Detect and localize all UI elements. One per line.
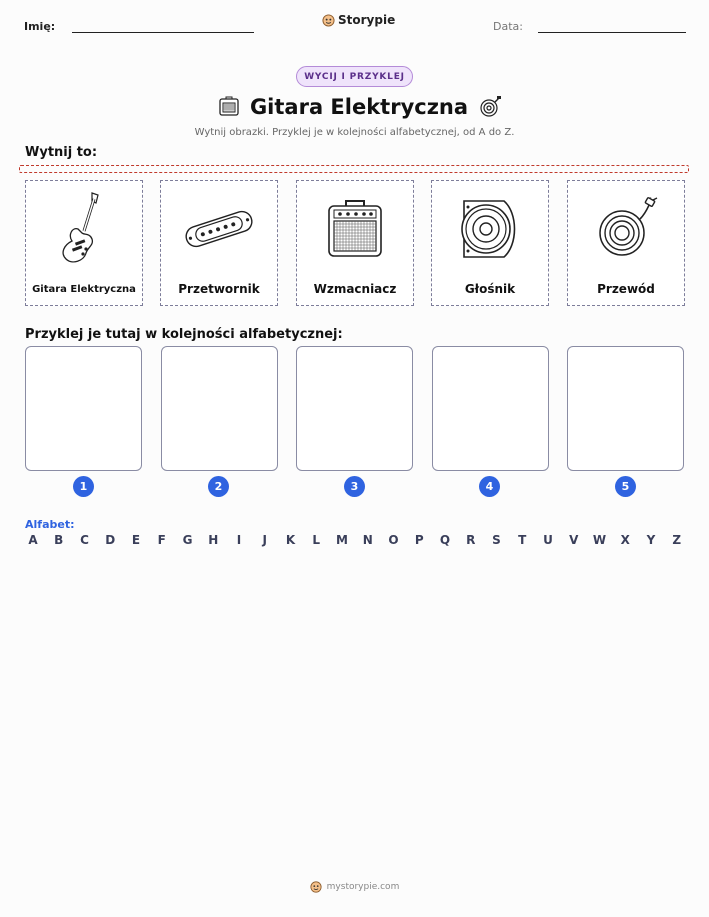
card-electric-guitar[interactable] <box>25 180 143 306</box>
paste-slot-3[interactable] <box>296 346 413 471</box>
pickup-icon <box>181 204 257 254</box>
alphabet-letter: N <box>362 533 373 547</box>
card-pickup[interactable] <box>160 180 278 306</box>
alphabet-letter: S <box>492 533 501 547</box>
title-row <box>200 88 520 126</box>
cut-line <box>19 165 689 173</box>
amplifier-icon <box>326 198 384 260</box>
paste-slot-4[interactable] <box>432 346 549 471</box>
alphabet-letter: E <box>131 533 141 547</box>
name-line[interactable] <box>72 32 254 33</box>
speaker-icon <box>458 197 522 261</box>
paste-slot-1[interactable] <box>25 346 142 471</box>
alphabet-heading: Alfabet: <box>25 518 75 531</box>
name-label: Imię: <box>24 20 56 33</box>
card-label: Głośnik <box>464 282 516 296</box>
alphabet-letter: J <box>262 533 267 547</box>
alphabet-letter: H <box>208 533 219 547</box>
cut-heading: Wytnij to: <box>25 145 98 160</box>
alphabet-letter: U <box>543 533 553 547</box>
card-cable[interactable] <box>567 180 685 306</box>
alphabet-letter: B <box>54 533 64 547</box>
alphabet-letter: X <box>620 533 630 547</box>
date-label: Data: <box>493 20 523 33</box>
alphabet-letter: R <box>466 533 476 547</box>
alphabet-letter: W <box>592 533 607 547</box>
paste-heading: Przyklej je tutaj w kolejności alfabetycznej: <box>25 327 343 342</box>
footer-url[interactable]: mystorypie.com <box>326 882 400 892</box>
card-label: Przewód <box>597 282 655 296</box>
slot-number: 5 <box>615 476 636 497</box>
storypie-logo-icon <box>322 14 335 27</box>
amplifier-icon <box>218 96 240 118</box>
brand-logo <box>322 13 395 27</box>
alphabet-letter: K <box>285 533 296 547</box>
alphabet-letter: L <box>312 533 321 547</box>
slot-number: 4 <box>479 476 500 497</box>
alphabet-letter: Y <box>646 533 656 547</box>
footer <box>0 881 709 893</box>
cable-icon <box>478 95 502 119</box>
cable-icon <box>594 197 658 261</box>
alphabet-row <box>25 533 685 547</box>
alphabet-letter: I <box>236 533 242 547</box>
alphabet-letter: O <box>388 533 399 547</box>
alphabet-letter: P <box>414 533 424 547</box>
page-title: Gitara Elektryczna <box>249 95 469 119</box>
alphabet-letter: T <box>518 533 527 547</box>
storypie-logo-icon <box>310 881 322 893</box>
card-label: Gitara Elektryczna <box>32 284 136 295</box>
paste-slot-5[interactable] <box>567 346 684 471</box>
brand-name: Storypie <box>338 13 396 27</box>
slot-number: 2 <box>208 476 229 497</box>
electric-guitar-icon <box>54 191 114 267</box>
alphabet-letter: F <box>157 533 166 547</box>
activity-badge: WYCIJ I PRZYKLEJ <box>296 66 413 87</box>
alphabet-letter: M <box>336 533 348 547</box>
alphabet-letter: Z <box>672 533 682 547</box>
card-label: Wzmacniacz <box>313 282 397 296</box>
slot-number: 1 <box>73 476 94 497</box>
slot-number: 3 <box>344 476 365 497</box>
instructions: Wytnij obrazki. Przyklej je w kolejności alfabetycznej, od A do Z. <box>194 127 515 138</box>
alphabet-letter: G <box>182 533 193 547</box>
alphabet-letter: Q <box>439 533 451 547</box>
card-speaker[interactable] <box>431 180 549 306</box>
alphabet-letter: D <box>105 533 116 547</box>
alphabet-letter: V <box>569 533 579 547</box>
date-line[interactable] <box>538 32 686 33</box>
alphabet-letter: C <box>80 533 89 547</box>
alphabet-letter: A <box>28 533 38 547</box>
card-amplifier[interactable] <box>296 180 414 306</box>
paste-slot-2[interactable] <box>161 346 278 471</box>
card-label: Przetwornik <box>178 282 260 296</box>
